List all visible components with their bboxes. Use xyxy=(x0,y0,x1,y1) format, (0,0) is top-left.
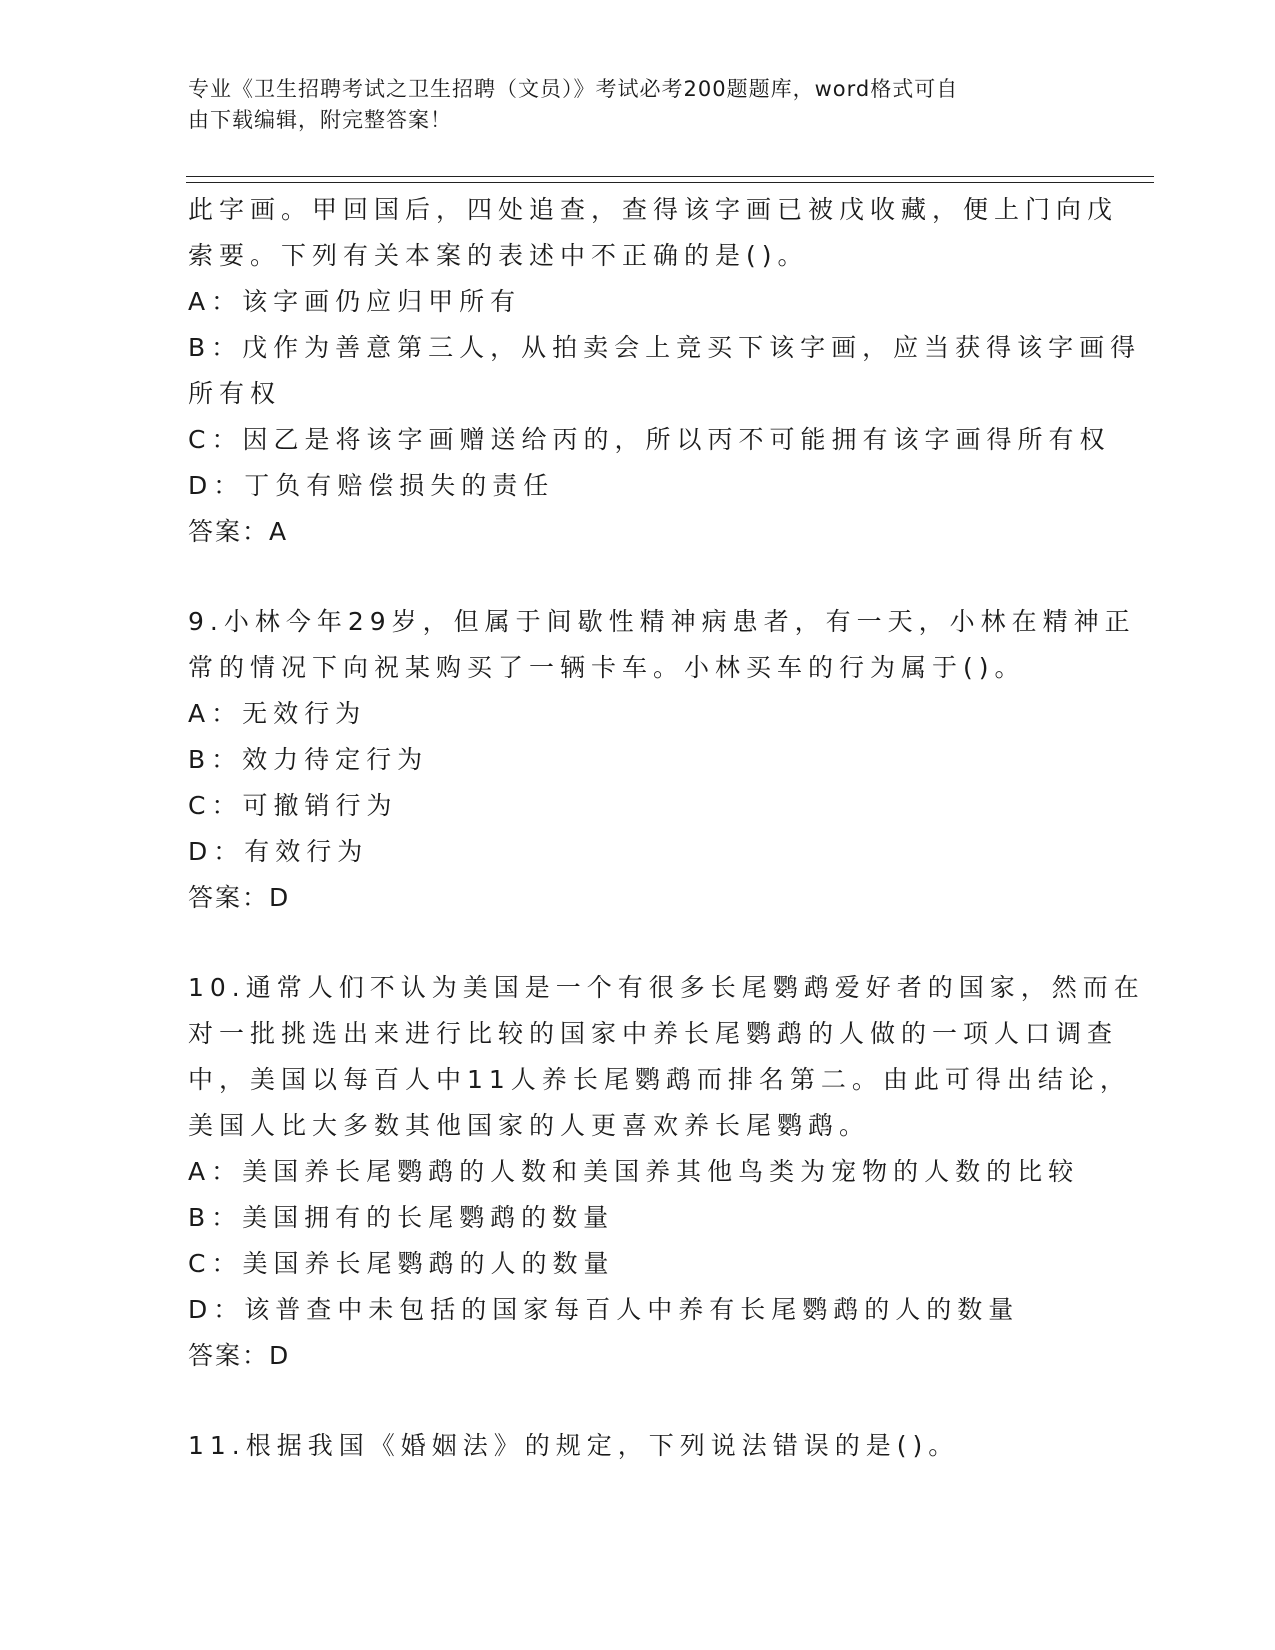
question-stem-line: 11.根据我国《婚姻法》的规定，下列说法错误的是()。 xyxy=(188,1431,960,1460)
option-a: A：无效行为 xyxy=(188,699,367,728)
question-8 xyxy=(188,187,1142,555)
header-divider-bottom xyxy=(186,182,1154,183)
answer-line: 答案：D xyxy=(188,883,291,912)
option-c: C：因乙是将该字画赠送给丙的，所以丙不可能拥有该字画得所有权 xyxy=(188,425,1111,454)
option-d: D：该普查中未包括的国家每百人中养有长尾鹦鹉的人的数量 xyxy=(188,1295,1020,1324)
option-c: C：美国养长尾鹦鹉的人的数量 xyxy=(188,1249,615,1278)
question-stem-line: 9.小林今年29岁，但属于间歇性精神病患者，有一天，小林在精神正 xyxy=(188,607,1136,636)
option-a: A：该字画仍应归甲所有 xyxy=(188,287,522,316)
option-a: A：美国养长尾鹦鹉的人数和美国养其他鸟类为宠物的人数的比较 xyxy=(188,1157,1080,1186)
question-stem-line: 此字画。甲回国后，四处追查，查得该字画已被戊收藏，便上门向戊 xyxy=(188,195,1119,224)
question-stem-line: 美国人比大多数其他国家的人更喜欢养长尾鹦鹉。 xyxy=(188,1111,871,1140)
header-divider-top xyxy=(186,176,1154,177)
question-10 xyxy=(188,965,1145,1379)
question-stem-line: 10.通常人们不认为美国是一个有很多长尾鹦鹉爱好者的国家，然而在 xyxy=(188,973,1145,1002)
question-stem-line: 对一批挑选出来进行比较的国家中养长尾鹦鹉的人做的一项人口调查 xyxy=(188,1019,1119,1048)
option-b: B：美国拥有的长尾鹦鹉的数量 xyxy=(188,1203,615,1232)
document-header xyxy=(188,74,1068,136)
question-stem-line: 索要。下列有关本案的表述中不正确的是()。 xyxy=(188,241,809,270)
option-b: B：效力待定行为 xyxy=(188,745,429,774)
option-b-continued: 所有权 xyxy=(188,379,282,408)
header-line-2: 由下载编辑，附完整答案！ xyxy=(188,108,452,132)
answer-line: 答案：D xyxy=(188,1341,291,1370)
option-c: C：可撤销行为 xyxy=(188,791,398,820)
question-stem-line: 常的情况下向祝某购买了一辆卡车。小林买车的行为属于()。 xyxy=(188,653,1026,682)
answer-line: 答案：A xyxy=(188,517,289,546)
question-11 xyxy=(188,1423,1088,1469)
document-body xyxy=(188,187,1145,1469)
option-b: B：戊作为善意第三人，从拍卖会上竞买下该字画，应当获得该字画得 xyxy=(188,333,1142,362)
question-9 xyxy=(188,599,1136,921)
question-stem-line: 中，美国以每百人中11人养长尾鹦鹉而排名第二。由此可得出结论， xyxy=(188,1065,1131,1094)
header-line-1: 专业《卫生招聘考试之卫生招聘（文员）》考试必考200题题库，word格式可自 xyxy=(188,77,959,101)
option-d: D：丁负有赔偿损失的责任 xyxy=(188,471,555,500)
option-d: D：有效行为 xyxy=(188,837,369,866)
